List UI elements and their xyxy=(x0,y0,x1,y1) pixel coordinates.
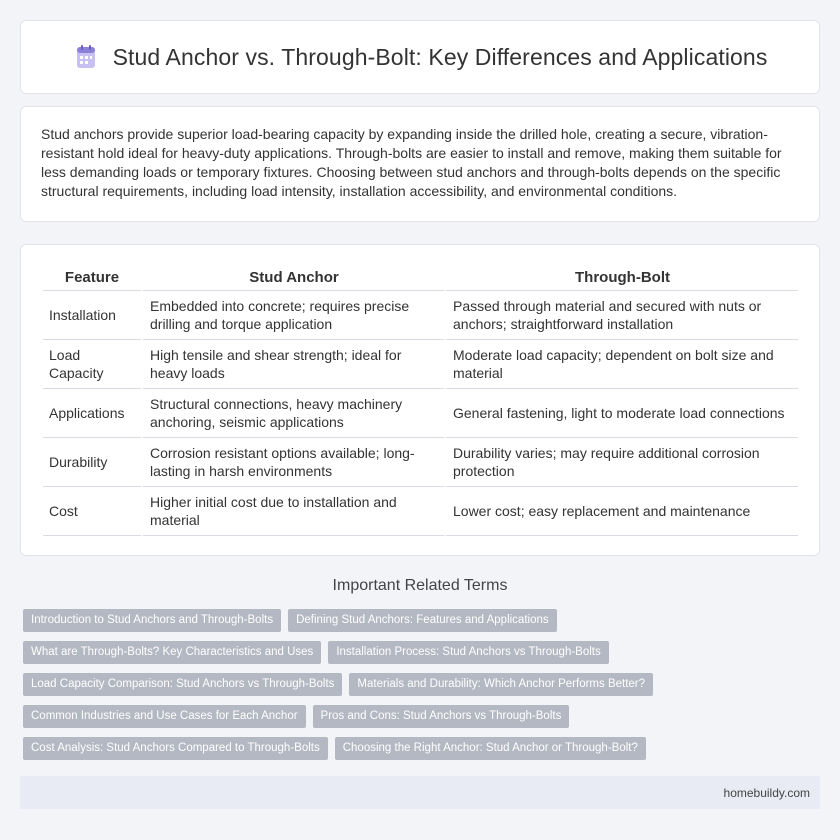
related-term-tag[interactable]: Pros and Cons: Stud Anchors vs Through-Bolts xyxy=(313,705,570,728)
table-row xyxy=(43,340,798,389)
tag-row xyxy=(23,673,823,696)
stud-anchor-cell: Higher initial cost due to installation and material xyxy=(141,487,444,536)
footer xyxy=(20,776,820,809)
stud-anchor-cell: Corrosion resistant options available; long-lasting in harsh environments xyxy=(141,438,444,487)
through-bolt-cell: Moderate load capacity; dependent on bolt size and material xyxy=(444,340,798,389)
related-term-tag[interactable]: Introduction to Stud Anchors and Through-Bolts xyxy=(23,609,281,632)
intro-text: Stud anchors provide superior load-bearing capacity by expanding inside the drilled hole, creating a secure, vibration-resistant hold ideal for heavy-duty applications. Through-bolts are easier to install and remove, making them suitable for less demanding loads or temporary fixtures. Choosing between stud anchors and through-bolts depends on the specific structural requirements, including load intensity, installation accessibility, and environmental conditions. xyxy=(41,126,782,199)
comparison-table-card xyxy=(20,244,820,556)
tag-row xyxy=(23,641,823,664)
related-terms-heading: Important Related Terms xyxy=(332,577,508,594)
related-term-tag[interactable]: Installation Process: Stud Anchors vs Through-Bolts xyxy=(328,641,608,664)
header-through-bolt: Through-Bolt xyxy=(444,263,798,291)
table-row xyxy=(43,487,798,536)
header-card xyxy=(20,20,820,94)
tag-row xyxy=(23,737,823,760)
header-stud-anchor: Stud Anchor xyxy=(141,263,444,291)
related-term-tag[interactable]: Choosing the Right Anchor: Stud Anchor or Through-Bolt? xyxy=(335,737,646,760)
page-title: Stud Anchor vs. Through-Bolt: Key Differences and Applications xyxy=(112,43,768,70)
related-terms-list xyxy=(23,609,823,769)
through-bolt-cell: Lower cost; easy replacement and maintenance xyxy=(444,487,798,536)
stud-anchor-cell: Embedded into concrete; requires precise drilling and torque application xyxy=(141,291,444,340)
stud-anchor-cell: Structural connections, heavy machinery anchoring, seismic applications xyxy=(141,389,444,438)
feature-cell: Load Capacity xyxy=(43,340,141,389)
feature-cell: Cost xyxy=(43,487,141,536)
feature-cell: Durability xyxy=(43,438,141,487)
stud-anchor-cell: High tensile and shear strength; ideal for heavy loads xyxy=(141,340,444,389)
through-bolt-cell: Passed through material and secured with nuts or anchors; straightforward installation xyxy=(444,291,798,340)
related-term-tag[interactable]: Defining Stud Anchors: Features and Applications xyxy=(288,609,557,632)
through-bolt-cell: General fastening, light to moderate load connections xyxy=(444,389,798,438)
footer-site-link[interactable]: homebuildy.com xyxy=(723,785,810,800)
related-term-tag[interactable]: Materials and Durability: Which Anchor Performs Better? xyxy=(349,673,653,696)
related-term-tag[interactable]: Cost Analysis: Stud Anchors Compared to Through-Bolts xyxy=(23,737,328,760)
title-wrap xyxy=(73,44,768,71)
comparison-table xyxy=(43,263,798,536)
header-feature: Feature xyxy=(43,263,141,291)
table-row xyxy=(43,291,798,340)
table-header-row xyxy=(43,263,798,291)
intro-card xyxy=(20,106,820,222)
table-row xyxy=(43,389,798,438)
through-bolt-cell: Durability varies; may require additional corrosion protection xyxy=(444,438,798,487)
related-term-tag[interactable]: Load Capacity Comparison: Stud Anchors vs Through-Bolts xyxy=(23,673,342,696)
related-term-tag[interactable]: What are Through-Bolts? Key Characteristics and Uses xyxy=(23,641,321,664)
table-row xyxy=(43,438,798,487)
feature-cell: Installation xyxy=(43,291,141,340)
tag-row xyxy=(23,609,823,632)
tag-row xyxy=(23,705,823,728)
document-icon xyxy=(73,44,99,70)
related-term-tag[interactable]: Common Industries and Use Cases for Each Anchor xyxy=(23,705,306,728)
feature-cell: Applications xyxy=(43,389,141,438)
